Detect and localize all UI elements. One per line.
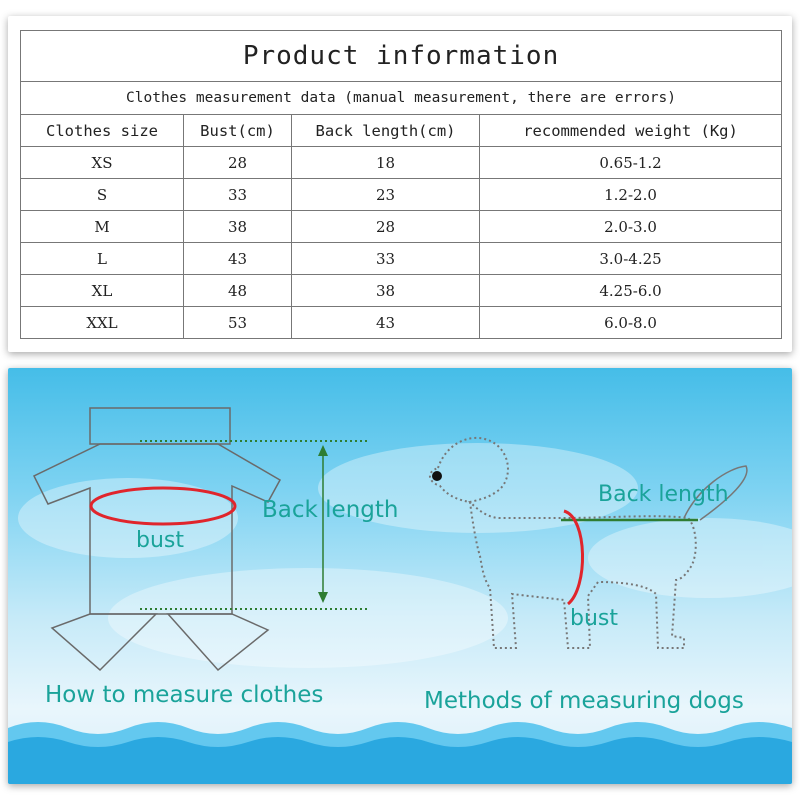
cell-size: S: [21, 179, 184, 211]
cell-bust: 43: [184, 243, 292, 275]
dog-caption: Methods of measuring dogs: [424, 688, 744, 714]
table-row: [21, 179, 782, 211]
clothes-bust-label: bust: [136, 528, 184, 553]
cell-weight: 2.0-3.0: [480, 211, 782, 243]
table-row: [21, 243, 782, 275]
table-row: [21, 211, 782, 243]
cell-weight: 4.25-6.0: [480, 275, 782, 307]
dog-back-length-label: Back length: [598, 482, 729, 507]
clothes-caption: How to measure clothes: [45, 682, 324, 708]
table-title: Product information: [21, 31, 782, 82]
cell-weight: 1.2-2.0: [480, 179, 782, 211]
measurement-guide-card: [8, 368, 792, 784]
cell-size: XS: [21, 147, 184, 179]
wave-decoration: [8, 737, 792, 784]
cell-back-length: 33: [292, 243, 480, 275]
clothes-back-length-label: Back length: [262, 497, 399, 523]
cell-bust: 48: [184, 275, 292, 307]
cell-back-length: 38: [292, 275, 480, 307]
cell-weight: 0.65-1.2: [480, 147, 782, 179]
cell-weight: 3.0-4.25: [480, 243, 782, 275]
table-row: [21, 147, 782, 179]
table-row: [21, 275, 782, 307]
cell-size: XXL: [21, 307, 184, 339]
cell-back-length: 28: [292, 211, 480, 243]
arrow-up-icon: [318, 445, 328, 456]
cell-weight: 6.0-8.0: [480, 307, 782, 339]
dog-nose-icon: [432, 471, 442, 481]
dog-bust-label: bust: [570, 606, 618, 631]
cell-size: M: [21, 211, 184, 243]
cell-size: L: [21, 243, 184, 275]
table-subtitle: Clothes measurement data (manual measurement, there are errors): [21, 82, 782, 115]
cloud-decoration: [18, 443, 792, 668]
cell-size: XL: [21, 275, 184, 307]
cell-bust: 28: [184, 147, 292, 179]
header-clothes-size: Clothes size: [21, 115, 184, 147]
table-header-row: [21, 115, 782, 147]
table-row: [21, 307, 782, 339]
cell-back-length: 23: [292, 179, 480, 211]
header-back-length: Back length(cm): [292, 115, 480, 147]
cell-bust: 38: [184, 211, 292, 243]
cell-bust: 53: [184, 307, 292, 339]
cell-back-length: 43: [292, 307, 480, 339]
cell-bust: 33: [184, 179, 292, 211]
measurement-illustration: [8, 368, 792, 784]
header-recommended-weight: recommended weight (Kg): [480, 115, 782, 147]
cell-back-length: 18: [292, 147, 480, 179]
header-bust: Bust(cm): [184, 115, 292, 147]
product-info-table: [20, 30, 782, 339]
